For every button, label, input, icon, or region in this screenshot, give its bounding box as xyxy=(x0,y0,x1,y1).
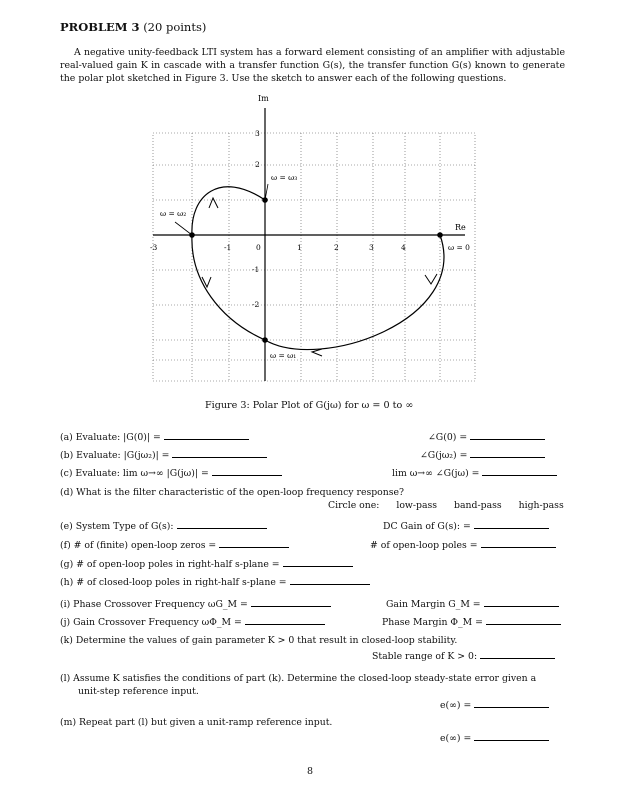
answer-blank[interactable] xyxy=(164,438,249,440)
answer-blank[interactable] xyxy=(480,657,555,659)
question-b-right: ∠G(jω₂) = xyxy=(420,450,545,461)
x-tick: 3 xyxy=(369,243,374,252)
nyquist-curve xyxy=(192,187,444,350)
answer-blank[interactable] xyxy=(172,456,267,458)
question-i-right: Gain Margin G_M = xyxy=(386,599,559,610)
question-f-right: # of open-loop poles = xyxy=(370,540,556,551)
omega2-pointer xyxy=(175,222,192,235)
question-l-continued: unit-step reference input. xyxy=(78,686,199,697)
question-m: (m) Repeat part (l) but given a unit-ramp reference input. xyxy=(60,717,333,728)
option-low-pass[interactable]: low-pass xyxy=(396,500,438,511)
y-tick: 2 xyxy=(255,160,260,169)
answer-blank[interactable] xyxy=(470,438,545,440)
re-label: Re xyxy=(455,223,466,232)
question-c-right: lim ω→∞ ∠G(jω) = xyxy=(392,468,557,479)
y-tick-labels xyxy=(252,129,260,309)
question-c-left: (c) Evaluate: lim ω→∞ |G(jω)| = xyxy=(60,468,282,479)
question-i-left: (i) Phase Crossover Frequency ωG_M = xyxy=(60,599,331,610)
question-e-left: (e) System Type of G(s): xyxy=(60,521,267,532)
problem-label: PROBLEM 3 xyxy=(60,20,140,34)
answer-blank[interactable] xyxy=(245,623,325,625)
answer-blank[interactable] xyxy=(474,706,549,708)
im-label: Im xyxy=(258,94,269,103)
question-h: (h) # of closed-loop poles in right-half s-plane = xyxy=(60,577,370,588)
answer-blank[interactable] xyxy=(470,456,545,458)
question-d: (d) What is the filter characteristic of the open-loop frequency response? xyxy=(60,487,405,498)
question-j-left: (j) Gain Crossover Frequency ωΦ_M = xyxy=(60,617,325,628)
circle-one-label: Circle one: xyxy=(328,500,380,511)
problem-intro: A negative unity-feedback LTI system has a forward element consisting of an amplifier with adjustable real-valued gain K in cascade with a transfer function G(s), the transfer function G(s) known to generate the polar plot sketched in Figure 3. Use the sketch to answer each of the following questions. xyxy=(60,47,565,84)
answer-blank[interactable] xyxy=(481,546,556,548)
question-d-options xyxy=(328,500,564,511)
question-k-answer: Stable range of K > 0: xyxy=(372,651,555,662)
answer-blank[interactable] xyxy=(482,474,557,476)
x-tick-labels xyxy=(150,243,406,252)
answer-blank[interactable] xyxy=(484,605,559,607)
omega1-label: ω = ω₁ xyxy=(270,351,297,360)
answer-blank[interactable] xyxy=(251,605,331,607)
answer-blank[interactable] xyxy=(290,583,370,585)
question-b-left: (b) Evaluate: |G(jω₂)| = xyxy=(60,450,267,461)
x-tick: 0 xyxy=(256,243,261,252)
omega-zero-label: ω = 0 xyxy=(448,243,470,252)
answer-blank[interactable] xyxy=(474,739,549,741)
question-a-right: ∠G(0) = xyxy=(428,432,545,443)
question-l-answer: e(∞) = xyxy=(440,700,549,711)
omega2-label: ω = ω₂ xyxy=(160,209,187,218)
answer-blank[interactable] xyxy=(474,527,549,529)
x-tick: 2 xyxy=(334,243,339,252)
x-tick: 4 xyxy=(401,243,406,252)
y-tick: -1 xyxy=(252,265,260,274)
question-e-right: DC Gain of G(s): = xyxy=(383,521,549,532)
x-tick: -1 xyxy=(224,243,232,252)
question-j-right: Phase Margin Φ_M = xyxy=(382,617,561,628)
question-m-answer: e(∞) = xyxy=(440,733,549,744)
option-high-pass[interactable]: high-pass xyxy=(518,500,564,511)
figure-caption: Figure 3: Polar Plot of G(jω) for ω = 0 to ∞ xyxy=(205,400,414,411)
option-band-pass[interactable]: band-pass xyxy=(454,500,502,511)
x-tick: -3 xyxy=(150,243,158,252)
y-tick: 3 xyxy=(255,129,260,138)
x-tick: 1 xyxy=(297,243,302,252)
question-g: (g) # of open-loop poles in right-half s-plane = xyxy=(60,559,353,570)
answer-blank[interactable] xyxy=(283,565,353,567)
answer-blank[interactable] xyxy=(219,546,289,548)
omega3-label: ω = ω₃ xyxy=(271,173,298,182)
question-a-left: (a) Evaluate: |G(0)| = xyxy=(60,432,249,443)
answer-blank[interactable] xyxy=(177,527,267,529)
question-k: (k) Determine the values of gain parameter K > 0 that result in closed-loop stability. xyxy=(60,635,458,646)
direction-arrows xyxy=(202,198,437,356)
problem-points: (20 points) xyxy=(143,20,207,34)
answer-blank[interactable] xyxy=(486,623,561,625)
question-f-left: (f) # of (finite) open-loop zeros = xyxy=(60,540,289,551)
grid xyxy=(153,133,475,381)
y-tick: -2 xyxy=(252,300,260,309)
page-number: 8 xyxy=(307,766,314,777)
answer-blank[interactable] xyxy=(212,474,282,476)
question-l: (l) Assume K satisfies the conditions of part (k). Determine the closed-loop steady-state error given a xyxy=(60,673,537,684)
